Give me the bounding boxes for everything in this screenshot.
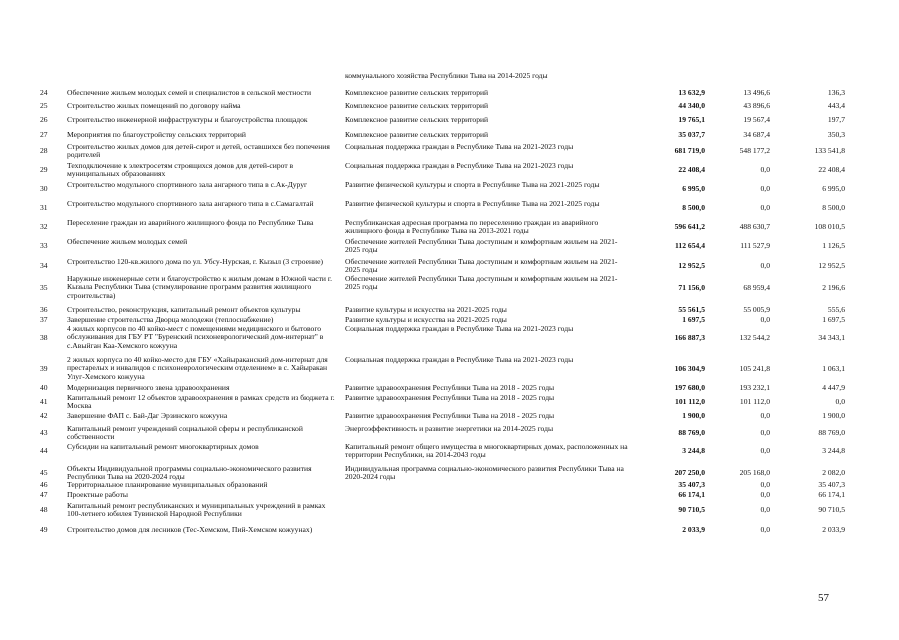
republic-amount: 66 174,1 — [818, 490, 845, 499]
federal-amount: 101 112,0 — [739, 397, 770, 406]
federal-amount: 0,0 — [760, 261, 770, 270]
total-amount: 35 407,3 — [678, 480, 705, 489]
program-name: Развитие физической культуры и спорта в Республике Тыва на 2021-2025 годы — [345, 199, 600, 208]
republic-amount: 1 063,1 — [822, 364, 845, 373]
program-name: Социальная поддержка граждан в Республике Тыва на 2021-2023 годы — [345, 142, 574, 151]
republic-amount: 12 952,5 — [818, 261, 845, 270]
total-amount: 66 174,1 — [678, 490, 705, 499]
program-name: Развитие физической культуры и спорта в Республике Тыва на 2021-2025 годы — [345, 180, 600, 189]
object-name: Техподключение к электросетям строящихся домов для детей-сирот в муниципальных образованиях — [67, 161, 294, 179]
row-number: 48 — [40, 505, 48, 514]
row-number: 41 — [40, 397, 48, 406]
program-name: Развитие культуры и искусства на 2021-2025 годы — [345, 305, 507, 314]
federal-amount: 34 687,4 — [743, 130, 770, 139]
federal-amount: 13 496,6 — [743, 88, 770, 97]
program-name: Социальная поддержка граждан в Республике Тыва на 2021-2023 годы — [345, 161, 574, 170]
total-amount: 12 952,5 — [678, 261, 705, 270]
republic-amount: 1 697,5 — [822, 315, 845, 324]
row-number: 44 — [40, 446, 48, 455]
row-number: 25 — [40, 101, 48, 110]
program-name: Обеспечение жителей Республики Тыва доступным и комфортным жильем на 2021-2025 годы — [345, 274, 618, 292]
total-amount: 22 408,4 — [678, 165, 705, 174]
row-number: 49 — [40, 525, 48, 534]
row-number: 45 — [40, 468, 48, 477]
object-name: Наружные инженерные сети и благоустройство к жилым домам в Южной части г. Кызыла Республики Тыва (стимулирование программ развития жилищного строительства) — [67, 274, 333, 300]
total-amount: 13 632,9 — [678, 88, 705, 97]
object-name: Капитальный ремонт учреждений социальной сферы и республиканской собственности — [67, 424, 303, 442]
program-name: Социальная поддержка граждан в Республике Тыва на 2021-2023 годы — [345, 324, 574, 333]
object-name: Обеспечение жильем молодых семей — [67, 237, 188, 246]
federal-amount: 55 005,9 — [743, 305, 770, 314]
object-name: Обеспечение жильем молодых семей и специалистов в сельской местности — [67, 88, 312, 97]
program-name: Развитие здравоохранения Республики Тыва на 2018 - 2025 годы — [345, 411, 555, 420]
object-name: Территориальное планирование муниципальных образований — [67, 480, 268, 489]
total-amount: 3 244,8 — [682, 446, 705, 455]
federal-amount: 19 567,4 — [743, 115, 770, 124]
total-amount: 19 765,1 — [678, 115, 705, 124]
program-name: Развитие здравоохранения Республики Тыва на 2018 - 2025 годы — [345, 383, 555, 392]
program-name: Комплексное развитие сельских территорий — [345, 101, 489, 110]
object-name: Объекты Индивидуальной программы социально-экономического развития Республики Тыва на 2020-2024 годы — [67, 464, 312, 482]
federal-amount: 0,0 — [760, 165, 770, 174]
federal-amount: 111 527,9 — [740, 241, 770, 250]
total-amount: 1 697,5 — [682, 315, 705, 324]
total-amount: 35 037,7 — [678, 130, 705, 139]
page-number: 57 — [818, 592, 829, 604]
continuation-text: коммунального хозяйства Республики Тыва на 2014-2025 годы — [345, 71, 548, 80]
row-number: 24 — [40, 88, 48, 97]
program-name: Капитальный ремонт общего имущества в многоквартирных домах, расположенных на территории Республики, на 2014-2043 годы — [345, 442, 628, 460]
object-name: Проектные работы — [67, 490, 129, 499]
total-amount: 166 887,3 — [674, 333, 705, 342]
total-amount: 90 710,5 — [678, 505, 705, 514]
program-name: Республиканская адресная программа по переселению граждан из аварийного жилищного фонда в Республике Тыва на 2013-2021 годы — [345, 218, 599, 236]
object-name: Завершение строительства Дворца молодежи (теплоснабжение) — [67, 315, 274, 324]
row-number: 27 — [40, 130, 48, 139]
row-number: 47 — [40, 490, 48, 499]
federal-amount: 548 177,2 — [739, 146, 770, 155]
object-name: Капитальный ремонт республиканских и муниципальных учреждений в рамках 100-летнего юбилея Тувинской Народной Республики — [67, 501, 326, 519]
federal-amount: 193 232,1 — [739, 383, 770, 392]
republic-amount: 2 196,6 — [822, 283, 845, 292]
republic-amount: 6 995,0 — [822, 184, 845, 193]
object-name: Переселение граждан из аварийного жилищного фонда по Республике Тыва — [67, 218, 314, 227]
program-name: Обеспечение жителей Республики Тыва доступным и комфортным жильем на 2021-2025 годы — [345, 237, 618, 255]
row-number: 34 — [40, 261, 48, 270]
row-number: 31 — [40, 203, 48, 212]
republic-amount: 90 710,5 — [818, 505, 845, 514]
republic-amount: 555,6 — [827, 305, 845, 314]
total-amount: 1 900,0 — [682, 411, 705, 420]
object-name: Строительство, реконструкция, капитальный ремонт объектов культуры — [67, 305, 301, 314]
object-name: Строительство жилых помещений по договору найма — [67, 101, 241, 110]
object-name: Строительство домов для лесников (Тес-Хемском, Пий-Хемском кожуунах) — [67, 525, 313, 534]
federal-amount: 0,0 — [760, 480, 770, 489]
program-name: Социальная поддержка граждан в Республике Тыва на 2021-2023 годы — [345, 355, 574, 364]
program-name: Индивидуальная программа социально-экономического развития Республики Тыва на 2020-2024 годы — [345, 464, 624, 482]
object-name: Модернизация первичного звена здравоохранения — [67, 383, 230, 392]
federal-amount: 0,0 — [760, 411, 770, 420]
program-name: Обеспечение жителей Республики Тыва доступным и комфортным жильем на 2021-2025 годы — [345, 257, 618, 275]
program-name: Комплексное развитие сельских территорий — [345, 130, 489, 139]
object-name: Строительство модульного спортивного зала ангарного типа в с.Самагалтай — [67, 199, 314, 208]
total-amount: 44 340,0 — [678, 101, 705, 110]
object-name: Строительство модульного спортивного зала ангарного типа в с.Ак-Дуруг — [67, 180, 308, 189]
object-name: Субсидии на капитальный ремонт многоквартирных домов — [67, 442, 259, 451]
object-name: 4 жилых корпусов по 40 койко-мест с помещениями медицинского и бытового обслуживания для ГБУ РТ "Буренский психоневрологический дом-интернат" в с.Авыйган Каа-Хемского кожууна — [67, 324, 324, 350]
row-number: 26 — [40, 115, 48, 124]
federal-amount: 68 959,4 — [743, 283, 770, 292]
republic-amount: 2 082,0 — [822, 468, 845, 477]
republic-amount: 108 010,5 — [814, 222, 845, 231]
total-amount: 6 995,0 — [682, 184, 705, 193]
total-amount: 197 680,0 — [674, 383, 705, 392]
row-number: 33 — [40, 241, 48, 250]
program-name: Комплексное развитие сельских территорий — [345, 88, 489, 97]
object-name: Строительство 120-кв.жилого дома по ул. Убсу-Нурская, г. Кызыл (3 строение) — [67, 257, 323, 266]
republic-amount: 1 126,5 — [822, 241, 845, 250]
row-number: 28 — [40, 146, 48, 155]
federal-amount: 0,0 — [760, 315, 770, 324]
republic-amount: 136,3 — [827, 88, 845, 97]
object-name: Капитальный ремонт 12 объектов здравоохранения в рамках средств из бюджета г. Москва — [67, 393, 335, 411]
total-amount: 71 156,0 — [678, 283, 705, 292]
federal-amount: 205 168,0 — [739, 468, 770, 477]
republic-amount: 350,3 — [827, 130, 845, 139]
federal-amount: 0,0 — [760, 446, 770, 455]
republic-amount: 4 447,9 — [822, 383, 845, 392]
republic-amount: 2 033,9 — [822, 525, 845, 534]
row-number: 29 — [40, 165, 48, 174]
row-number: 46 — [40, 480, 48, 489]
total-amount: 88 769,0 — [678, 428, 705, 437]
total-amount: 596 641,2 — [674, 222, 705, 231]
object-name: Строительство инженерной инфраструктуры и благоустройства площадок — [67, 115, 308, 124]
federal-amount: 488 630,7 — [739, 222, 770, 231]
row-number: 32 — [40, 222, 48, 231]
republic-amount: 88 769,0 — [818, 428, 845, 437]
republic-amount: 22 408,4 — [818, 165, 845, 174]
republic-amount: 0,0 — [835, 397, 845, 406]
federal-amount: 0,0 — [760, 184, 770, 193]
program-name: Развитие здравоохранения Республики Тыва на 2018 - 2025 годы — [345, 393, 555, 402]
row-number: 37 — [40, 315, 48, 324]
object-name: Завершение ФАП с. Бай-Даг Эрзинского кожууна — [67, 411, 228, 420]
object-name: Строительство жилых домов для детей-сирот и детей, оставшихся без попечения родителей — [67, 142, 330, 160]
republic-amount: 35 407,3 — [818, 480, 845, 489]
row-number: 39 — [40, 364, 48, 373]
republic-amount: 197,7 — [827, 115, 845, 124]
federal-amount: 0,0 — [760, 525, 770, 534]
republic-amount: 8 500,0 — [822, 203, 845, 212]
row-number: 36 — [40, 305, 48, 314]
total-amount: 101 112,0 — [675, 397, 705, 406]
republic-amount: 3 244,8 — [822, 446, 845, 455]
row-number: 30 — [40, 184, 48, 193]
total-amount: 112 654,4 — [675, 241, 705, 250]
row-number: 42 — [40, 411, 48, 420]
total-amount: 681 719,0 — [674, 146, 705, 155]
republic-amount: 1 900,0 — [822, 411, 845, 420]
object-name: 2 жилых корпуса по 40 койко-место для ГБУ «Хайыраканский дом-интернат для престарелых и инвалидов с психоневрологическим отделением» в с. Хайыракан Улуг-Хемского кожууна — [67, 355, 328, 381]
federal-amount: 0,0 — [760, 490, 770, 499]
federal-amount: 132 544,2 — [739, 333, 770, 342]
row-number: 35 — [40, 283, 48, 292]
program-name: Энергоэффективность и развитие энергетики на 2014-2025 годы — [345, 424, 554, 433]
total-amount: 2 033,9 — [682, 525, 705, 534]
republic-amount: 133 541,8 — [814, 146, 845, 155]
federal-amount: 105 241,8 — [739, 364, 770, 373]
object-name: Мероприятия по благоустройству сельских территорий — [67, 130, 246, 139]
row-number: 43 — [40, 428, 48, 437]
republic-amount: 34 343,1 — [818, 333, 845, 342]
federal-amount: 0,0 — [760, 203, 770, 212]
federal-amount: 0,0 — [760, 505, 770, 514]
total-amount: 8 500,0 — [682, 203, 705, 212]
program-name: Развитие культуры и искусства на 2021-2025 годы — [345, 315, 507, 324]
program-name: Комплексное развитие сельских территорий — [345, 115, 489, 124]
federal-amount: 43 896,6 — [743, 101, 770, 110]
total-amount: 207 250,0 — [674, 468, 705, 477]
total-amount: 106 304,9 — [674, 364, 705, 373]
republic-amount: 443,4 — [827, 101, 845, 110]
total-amount: 55 561,5 — [678, 305, 705, 314]
federal-amount: 0,0 — [760, 428, 770, 437]
row-number: 40 — [40, 383, 48, 392]
row-number: 38 — [40, 333, 48, 342]
